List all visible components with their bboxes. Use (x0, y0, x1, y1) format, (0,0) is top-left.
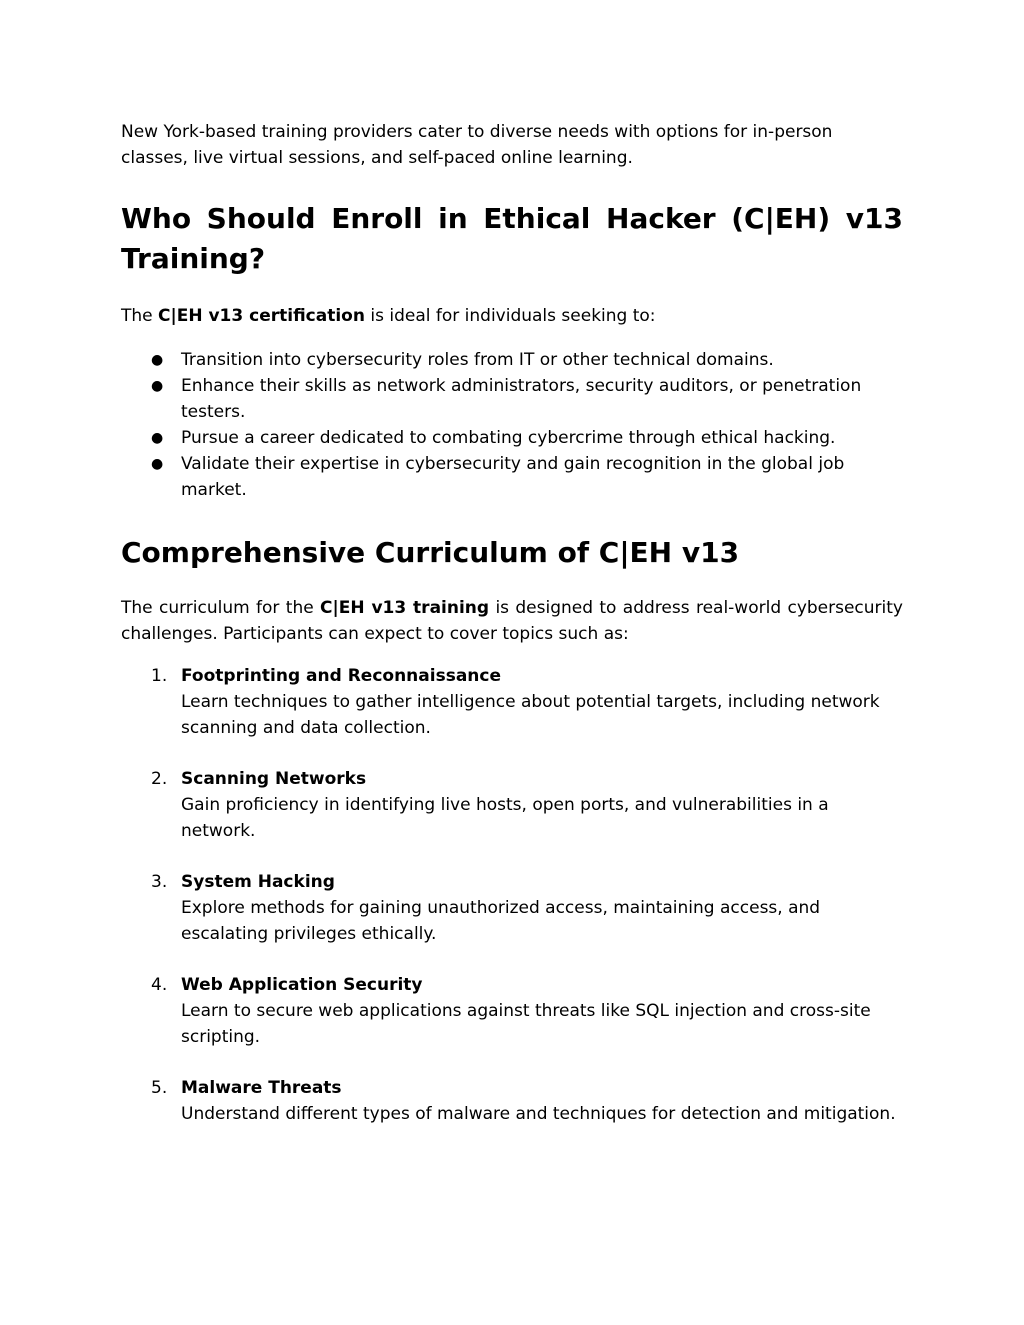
topic-description: Learn techniques to gather intelligence about potential targets, including network scanning and data collection. (181, 692, 880, 738)
topic-title: System Hacking (181, 872, 335, 892)
list-item (121, 425, 903, 451)
bullet-icon: ● (151, 456, 164, 472)
topic-number: 2. (151, 769, 168, 789)
list-item-text: Transition into cybersecurity roles from IT or other technical domains. (181, 350, 774, 370)
topic-title: Scanning Networks (181, 769, 367, 789)
topic-item (121, 663, 903, 741)
paragraph-prefix: The curriculum for the (121, 598, 321, 618)
paragraph-suffix: is designed to address real-world cybersecurity challenges. Participants can expect to cover topics such as: (121, 598, 903, 644)
list-item-text: Pursue a career dedicated to combating cybercrime through ethical hacking. (181, 428, 836, 448)
topic-number: 1. (151, 666, 168, 686)
curriculum-topic-list (121, 663, 903, 1127)
bullet-icon: ● (151, 352, 164, 368)
paragraph-prefix: The (121, 306, 159, 326)
topic-title: Footprinting and Reconnaissance (181, 666, 501, 686)
topic-number: 3. (151, 872, 168, 892)
document-page (121, 119, 903, 1152)
topic-description: Gain proficiency in identifying live hosts, open ports, and vulnerabilities in a network. (181, 795, 829, 841)
topic-item (121, 1075, 903, 1127)
topic-description: Learn to secure web applications against threats like SQL injection and cross-site scripting. (181, 1001, 871, 1047)
who-should-enroll-paragraph (121, 303, 903, 329)
ceh-certification-bold: C|EH v13 certification (158, 306, 365, 326)
list-item (121, 451, 903, 503)
topic-item (121, 972, 903, 1050)
topic-item (121, 869, 903, 947)
curriculum-paragraph (121, 595, 903, 647)
intro-paragraph: New York-based training providers cater to diverse needs with options for in-person classes, live virtual sessions, and self-paced online learning. (121, 122, 833, 168)
topic-number: 4. (151, 975, 168, 995)
bullet-icon: ● (151, 430, 164, 446)
topic-title: Malware Threats (181, 1078, 342, 1098)
topic-description: Explore methods for gaining unauthorized access, maintaining access, and escalating privileges ethically. (181, 898, 821, 944)
list-item (121, 373, 903, 425)
bullet-icon: ● (151, 378, 164, 394)
list-item (121, 347, 903, 373)
enroll-bullet-list (121, 347, 903, 503)
list-item-text: Enhance their skills as network administrators, security auditors, or penetration testers. (181, 376, 862, 422)
ceh-training-bold: C|EH v13 training (320, 598, 490, 618)
curriculum-heading: Comprehensive Curriculum of C|EH v13 (121, 536, 740, 569)
topic-description: Understand different types of malware and techniques for detection and mitigation. (181, 1104, 896, 1124)
paragraph-suffix: is ideal for individuals seeking to: (364, 306, 656, 326)
topic-title: Web Application Security (181, 975, 423, 995)
topic-item (121, 766, 903, 844)
who-should-enroll-heading: Who Should Enroll in Ethical Hacker (C|EH) v13 Training? (121, 202, 903, 275)
topic-number: 5. (151, 1078, 168, 1098)
list-item-text: Validate their expertise in cybersecurity and gain recognition in the global job market. (181, 454, 845, 500)
